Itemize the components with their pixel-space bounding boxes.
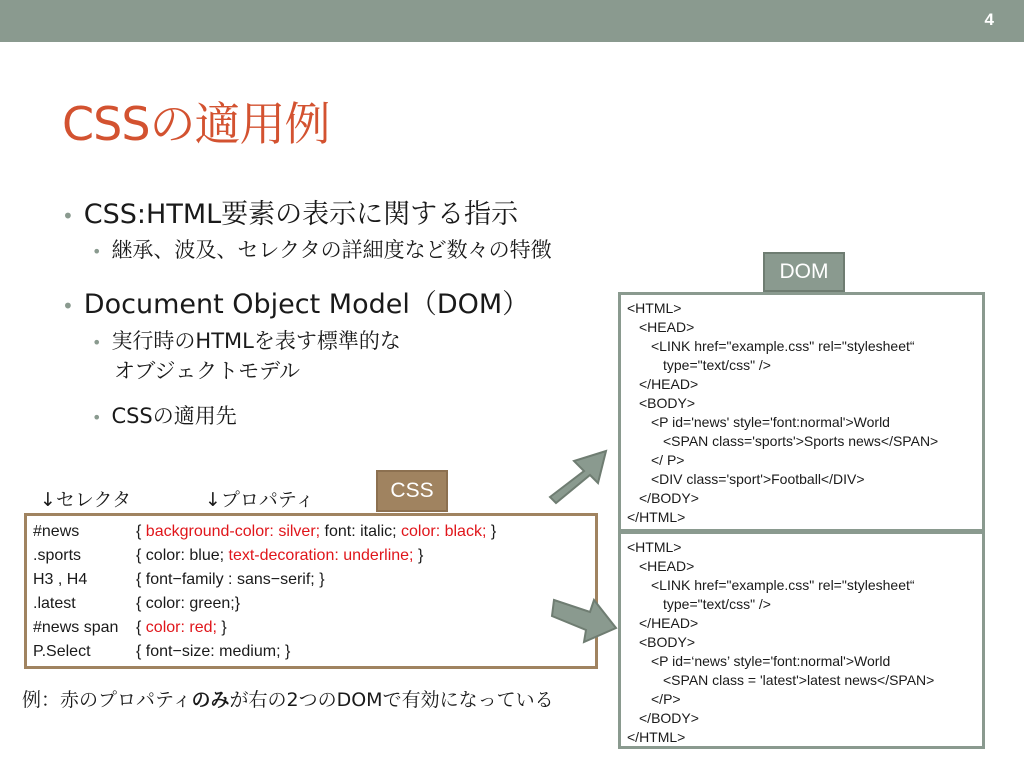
top-bar [0,0,1024,42]
css-selector: #news [33,523,80,540]
css-property-text: } [486,523,497,540]
css-property-text: { [136,619,146,636]
page-number: 4 [984,10,994,29]
bullet-marker: • [92,408,102,427]
css-rules-box [24,513,598,669]
css-property-highlighted: color: red; [145,619,217,636]
css-declaration [136,568,325,592]
css-rule-row [33,520,595,544]
sub-bullet-item [92,235,552,267]
css-rule-row [33,592,595,616]
css-declaration [136,616,227,640]
bullet-text: 継承、波及、セレクタの詳細度など数々の特徴 [111,238,552,262]
bullet-marker: • [92,333,102,352]
dom-code-line: <HEAD> [639,558,695,574]
css-declaration [136,592,240,616]
selector-label: ↓セレクタ [40,489,132,511]
dom-tag: DOM [763,252,845,292]
css-declaration [136,640,290,664]
bullet-text: 実行時のHTMLを表す標準的な [111,329,401,353]
footnote [22,685,554,712]
css-selector: .sports [33,547,82,564]
bullet-text: CSS:HTML要素の表示に関する指示 [83,199,519,230]
bullet-marker: • [92,242,102,261]
footnote-prefix: 例：赤のプロパティ [22,689,192,711]
dom-code-line: type="text/css" /> [663,596,771,612]
css-rule-row [33,616,595,640]
dom-code-line: </HEAD> [639,376,699,392]
dom-code-line: <LINK href="example.css" rel="stylesheet“ [651,577,915,593]
sub-bullet-item [92,401,237,433]
css-rule-row [33,640,595,664]
dom-code-line: <BODY> [639,395,696,411]
arrow-to-dom-a-icon [540,445,612,507]
dom-code-line: </HTML> [627,509,686,525]
dom-code-line: <HTML> [627,300,682,316]
css-property-text: font: italic; [320,523,402,540]
css-property-text: { color: blue; [136,547,229,564]
dom-code-line: <P id=‘news’ style='font:normal'>World [651,653,891,669]
bullet-marker: • [62,204,74,228]
css-selector: H3 , H4 [33,571,88,588]
bullet-item [62,192,518,231]
dom-code-line: <HEAD> [639,319,695,335]
arrow-to-dom-b-icon [550,592,620,648]
dom-code-line: type="text/css" /> [663,357,771,373]
css-property-highlighted: text-decoration: underline; [228,547,414,564]
dom-code-line: <SPAN class = 'latest'>latest news</SPAN> [663,672,935,688]
dom-code-line: <BODY> [639,634,696,650]
css-rule-row [33,568,595,592]
bullet-text-continuation: オブジェクトモデル [114,359,301,383]
dom-code-line: </HTML> [627,729,686,745]
dom-code-line: </BODY> [639,490,699,506]
css-selector: .latest [33,595,76,612]
css-selector: #news span [33,619,119,636]
dom-tree-a [618,292,985,532]
css-declaration [136,520,496,544]
footnote-suffix: が右の2つのDOMで有効になっている [229,689,554,711]
css-property-text: { font−family : sans−serif; } [136,571,325,588]
dom-tree-b [618,531,985,749]
css-property-text: { [136,523,146,540]
dom-code-line: <P id='news' style='font:normal'>World [651,414,890,430]
css-property-highlighted: color: black; [401,523,487,540]
dom-code-line: </BODY> [639,710,699,726]
dom-code-line: <LINK href="example.css" rel="stylesheet“ [651,338,915,354]
bullet-item [62,282,529,321]
css-declaration [136,544,423,568]
dom-code-line: <HTML> [627,539,682,555]
css-rule-row [33,544,595,568]
css-property-text: } [216,619,227,636]
footnote-emphasis: のみ [191,689,230,711]
css-property-text: { color: green;} [136,595,241,612]
css-selector: P.Select [33,643,91,660]
css-property-highlighted: background-color: silver; [145,523,321,540]
dom-code-line: <DIV class='sport'>Football</DIV> [651,471,865,487]
bullet-text: Document Object Model（DOM） [83,289,530,320]
dom-code-line: </P> [651,691,681,707]
css-tag: CSS [376,470,448,512]
css-property-text: { font−size: medium; } [136,643,291,660]
dom-code-line: </ P> [651,452,685,468]
dom-code-line: <SPAN class='sports'>Sports news</SPAN> [663,433,939,449]
dom-code-line: </HEAD> [639,615,699,631]
property-label: ↓プロパティ [205,489,315,511]
slide-title: CSSの適用例 [62,97,330,151]
sub-bullet-item [92,326,401,383]
bullet-text: CSSの適用先 [111,404,237,428]
css-property-text: } [413,547,424,564]
bullet-marker: • [62,294,74,318]
